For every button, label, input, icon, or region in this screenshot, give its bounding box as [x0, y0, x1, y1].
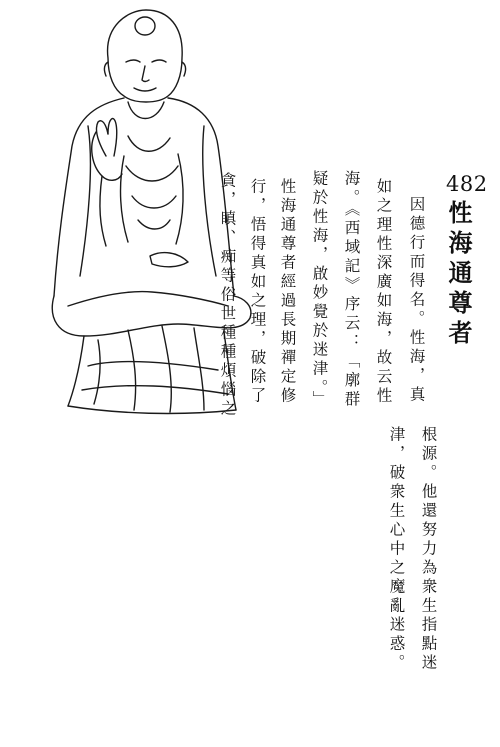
entry-title: 性海通尊者: [444, 200, 473, 350]
body-column-6: 行，悟得真如之理，破除了: [248, 178, 267, 406]
body-column-4: 疑於性海，啟妙覺於迷津。」: [310, 170, 329, 410]
entry-number: 482: [446, 172, 488, 196]
body-column-7: 貪，瞋、痴等俗世種種煩惱之: [218, 172, 237, 419]
body-column-5: 性海通尊者經過長期禪定修: [278, 178, 297, 406]
body-column-3: 海。《西域記》序云：「廓群: [342, 170, 361, 410]
body-column-8: 根源。他還努力為衆生指點迷: [419, 426, 438, 673]
body-column-2: 如之理性深廣如海，故云性: [374, 178, 393, 406]
body-column-9: 津，破衆生心中之魔亂迷惑。: [387, 426, 406, 673]
body-column-1: 因德行而得名。性海，真: [407, 196, 426, 405]
